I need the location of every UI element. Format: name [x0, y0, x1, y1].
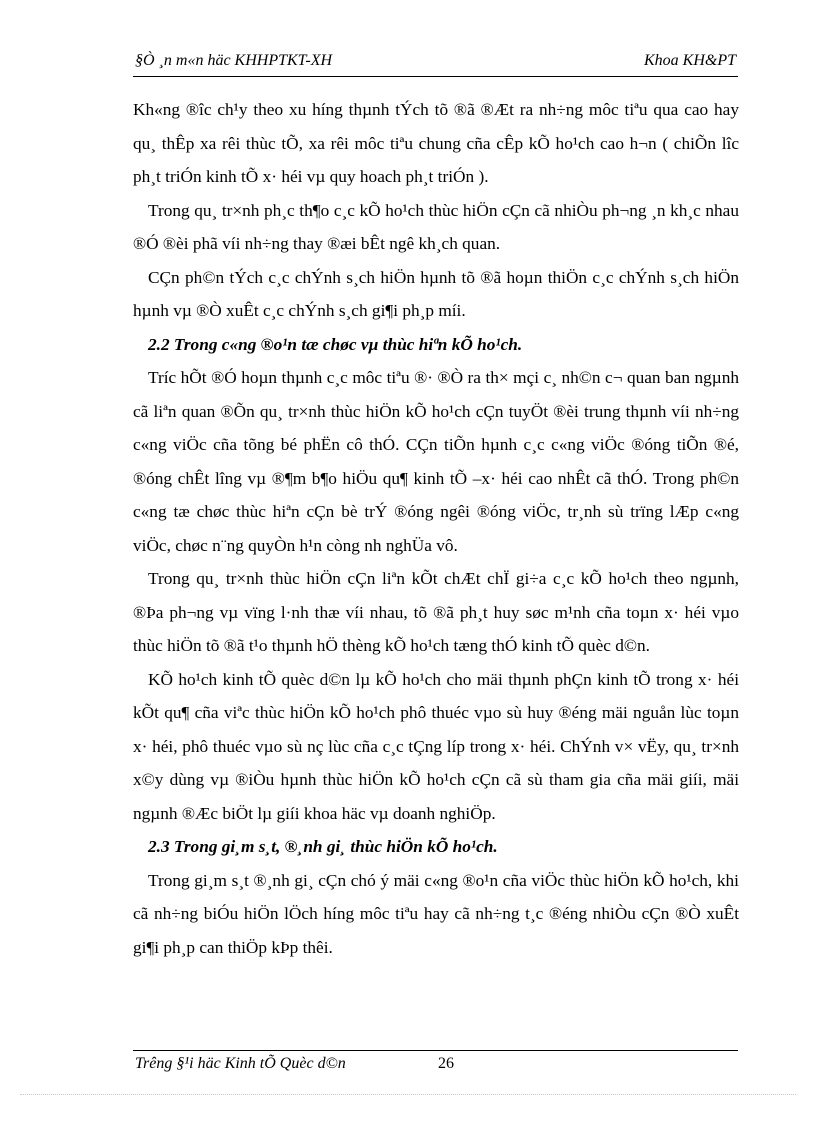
page-bottom-divider [20, 1094, 796, 1095]
section-heading-2-3: 2.3 Trong gi¸m s¸t, ®¸nh gi¸ thùc hiÖn kÕ ho¹ch. [148, 837, 498, 856]
footer-university: Trêng §¹i häc Kinh tÕ Quèc d©n [135, 1055, 346, 1072]
page-header [133, 50, 738, 77]
paragraph-7: Trong gi¸m s¸t ®¸nh gi¸ cÇn chó ý mäi c«ng ®o¹n cña viÖc thùc hiÖn kÕ ho¹ch, khi cã nh÷ng biÓu hiÖn lÖch híng môc tiªu hay cã nh÷ng t¸c ®éng nhiÒu cÇn ®Ò xuÊt gi¶i ph¸p can thiÖp kÞp thêi. [133, 870, 739, 957]
section-heading-2-2: 2.2 Trong c«ng ®o¹n tæ chøc vµ thùc hiªn kÕ ho¹ch. [148, 334, 523, 354]
paragraph-4: Tríc hÕt ®Ó hoµn thµnh c¸c môc tiªu ®· ®Ò ra th× mçi c¸ nh©n c¬ quan ban ngµnh cã liªn quan ®Õn qu¸ tr×nh thùc hiÖn kÕ ho¹ch cÇn tuyÖt ®èi trung thµnh víi nh÷ng c«ng viÖc cña tõng bé phËn cô thÓ. CÇn tiÕn hµnh c¸c c«ng viÖc ®óng tiÕn ®é, ®óng chÊt lîng vµ ®¶m b¶o hiÖu qu¶ kinh tÕ –x· héi cao nhÊt cã thÓ. Trong ph©n c«ng tæ chøc thùc hiªn cÇn bè trÝ ®óng ngêi ®óng viÖc, tr¸nh sù trïng lÆp c«ng viÖc, chøc n¨ng quyÒn h¹n còng nh nghÜa vô. [133, 368, 739, 555]
paragraph-5: Trong qu¸ tr×nh thùc hiÖn cÇn liªn kÕt chÆt chÏ gi÷a c¸c kÕ ho¹ch theo ngµnh, ®Þa ph¬ng vµ vïng l·nh thæ víi nhau, tõ ®ã ph¸t huy søc m¹nh cña toµn x· héi vµo thùc hiÖn tõ ®ã t¹o thµnh hÖ thèng kÕ ho¹ch tæng thÓ kinh tÕ quèc d©n. [133, 569, 739, 655]
header-faculty: Khoa KH&PT [643, 52, 736, 69]
paragraph-2: Trong qu¸ tr×nh ph¸c th¶o c¸c kÕ ho¹ch thùc hiÖn cÇn cã nhiÒu ph¬ng ¸n kh¸c nhau ®Ó ®èi phã víi nh÷ng thay ®æi bÊt ngê kh¸ch quan. [133, 200, 739, 253]
page-footer [133, 1050, 738, 1072]
paragraph-3: CÇn ph©n tÝch c¸c chÝnh s¸ch hiÖn hµnh tõ ®ã hoµn thiÖn c¸c chÝnh s¸ch hiÖn hµnh vµ ®Ò xuÊt c¸c chÝnh s¸ch gi¶i ph¸p míi. [133, 267, 739, 320]
page-number: 26 [438, 1055, 454, 1072]
paragraph-6: KÕ ho¹ch kinh tÕ quèc d©n lµ kÕ ho¹ch cho mäi thµnh phÇn kinh tÕ trong x· héi kÕt qu¶ cña viªc thùc hiÖn kÕ ho¹ch phô thuéc vµo sù huy ®éng mäi nguån lùc toµn x· héi, phô thuéc vµo sù nç lùc cña c¸c tÇng líp trong x· héi. ChÝnh v× vËy, qu¸ tr×nh x©y dùng vµ ®iÒu hµnh thùc hiÖn kÕ ho¹ch cÇn cã sù tham gia cña mäi giíi, mäi ngµnh ®Æc biÖt lµ giíi khoa häc vµ doanh nghiÖp. [133, 669, 739, 823]
paragraph-1: Kh«ng ®îc ch¹y theo xu híng thµnh tÝch tõ ®ã ®Æt ra nh÷ng môc tiªu qua cao hay qu¸ thÊp xa rêi thùc tÕ, xa rêi môc tiªu chung cña cÊp kÕ ho¹ch cao h¬n ( chiÕn lîc ph¸t triÓn kinh tÕ x· héi vµ quy hoach ph¸t triÓn ). [133, 100, 739, 186]
page-body [133, 93, 739, 964]
header-course-title: §Ò ¸n m«n häc KHHPTKT-XH [135, 52, 333, 69]
